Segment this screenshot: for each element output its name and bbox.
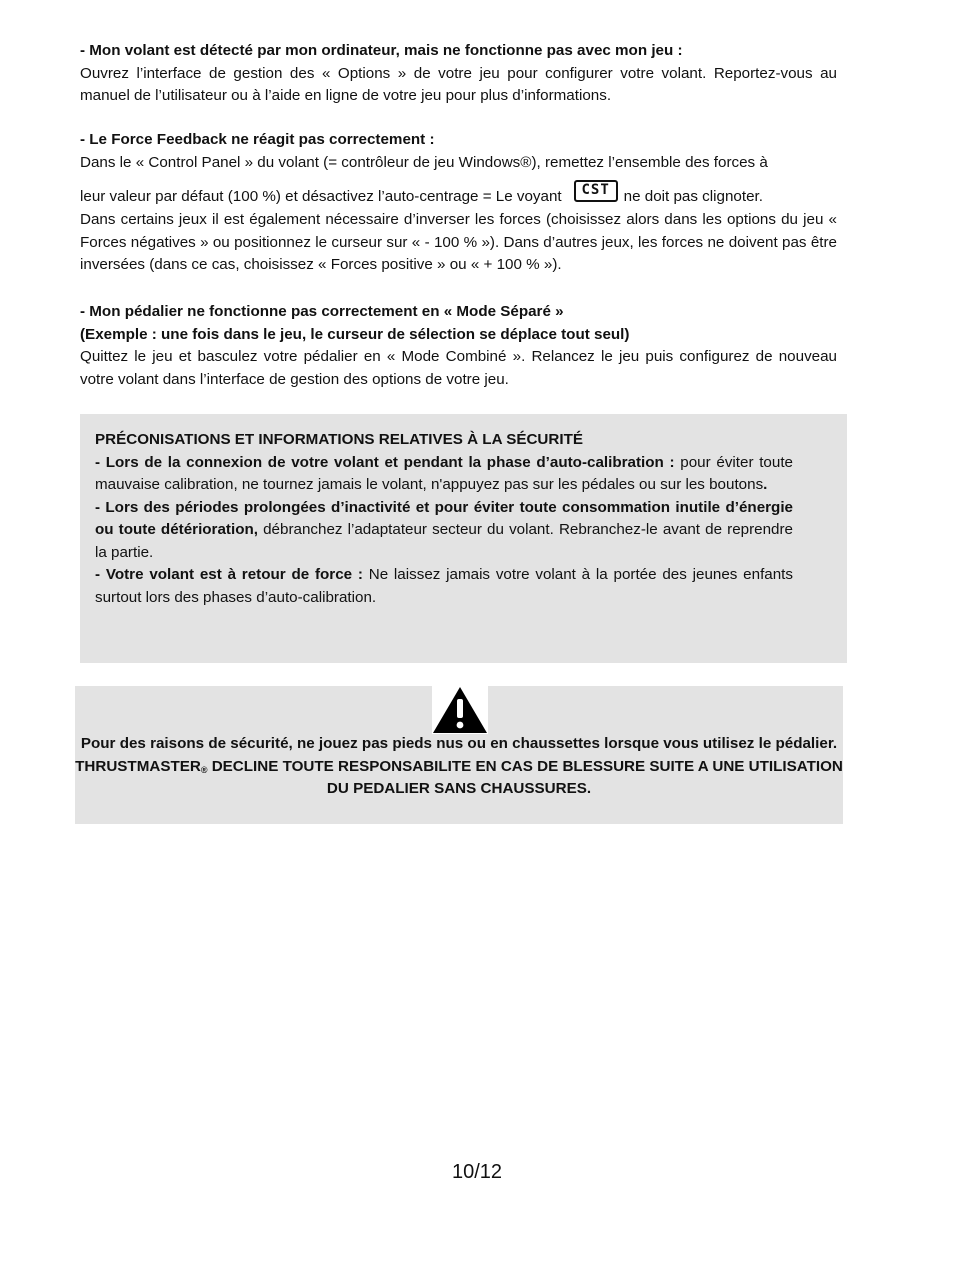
safety-info-box: [80, 414, 847, 663]
safety-item-end: .: [763, 476, 768, 493]
safety-item-text: débranchez l’adaptateur secteur du volant. Rebranchez-le avant de reprendre la partie.: [95, 521, 793, 561]
page-number: 10/12: [451, 1161, 503, 1183]
brand-name: THRUSTMASTER: [75, 757, 201, 775]
safety-item-bold: - Lors de la connexion de votre volant et pendant la phase d’auto-calibration :: [95, 453, 675, 471]
warning-triangle-icon: [432, 686, 488, 734]
safety-item-text: pour éviter toute mauvaise calibration, ne tournez jamais le volant, n'appuyez pas sur les pédales ou sur les boutons: [95, 453, 793, 493]
warning-line-barefoot: Pour des raisons de sécurité, ne jouez pas pieds nus ou en chaussettes lorsque vous utilisez le pédalier.: [80, 735, 838, 752]
warning-text: [75, 733, 843, 801]
troubleshoot-pedal-separate-mode: [80, 301, 837, 391]
cst-line-text-before: leur valeur par défaut (100 %) et désactivez l’auto-centrage = Le voyant: [80, 188, 562, 206]
safety-item-bold: - Lors des périodes prolongées d’inactivité et pour éviter toute consommation inutile d’énergie ou toute détérioration,: [95, 498, 793, 538]
cst-led-line: [80, 174, 837, 209]
safety-title: PRÉCONISATIONS ET INFORMATIONS RELATIVES À LA SÉCURITÉ: [95, 431, 583, 448]
cst-line-text-after: ne doit pas clignoter.: [623, 188, 763, 206]
section-body-line1: Dans le « Control Panel » du volant (= contrôleur de jeu Windows®), remettez l’ensemble des forces à: [80, 153, 768, 171]
safety-item-inactivity: [95, 497, 793, 565]
section-subheading: (Exemple : une fois dans le jeu, le curseur de sélection se déplace tout seul): [80, 325, 630, 343]
warning-liability-text: DECLINE TOUTE RESPONSABILITE EN CAS DE BLESSURE SUITE A UNE UTILISATION DU PEDALIER SANS CHAUSSURES.: [207, 757, 843, 797]
registered-mark: ®: [200, 764, 208, 775]
section-body: Ouvrez l’interface de gestion des « Options » de votre jeu pour configurer votre volant. Reportez-vous au manuel de l’utilisateur ou à l’aide en ligne de votre jeu pour plus d’informations.: [80, 64, 837, 104]
safety-item-calibration: [95, 452, 793, 497]
section-heading: - Le Force Feedback ne réagit pas correctement :: [80, 131, 435, 148]
safety-item-bold: - Votre volant est à retour de force :: [95, 566, 363, 583]
safety-item-force-feedback: [95, 564, 793, 609]
section-heading: - Mon pédalier ne fonctionne pas correctement en « Mode Séparé »: [80, 303, 564, 320]
troubleshoot-force-feedback: [80, 129, 837, 277]
section-body: Quittez le jeu et basculez votre pédalier en « Mode Combiné ». Relancez le jeu puis configurez de nouveau votre volant dans l’interface de gestion des options de votre jeu.: [80, 348, 837, 388]
warning-box: [75, 686, 843, 824]
section-body-2: Dans certains jeux il est également nécessaire d’inverser les forces (choisissez alors dans les options du jeu « Forces négatives » ou positionnez le curseur sur « - 100 % »). Dans d’autres jeux, les forces ne doivent pas être inversées (dans ce cas, choisissez « Forces positive » ou « + 100 % »).: [80, 211, 837, 273]
section-heading: - Mon volant est détecté par mon ordinateur, mais ne fonctionne pas avec mon jeu :: [80, 42, 683, 59]
safety-item-text: Ne laissez jamais votre volant à la portée des jeunes enfants surtout lors des phases d’auto-calibration.: [95, 566, 793, 606]
warning-line-liability: [75, 756, 843, 801]
cst-led-icon: CST: [574, 180, 618, 202]
troubleshoot-wheel-detected: [80, 40, 837, 108]
